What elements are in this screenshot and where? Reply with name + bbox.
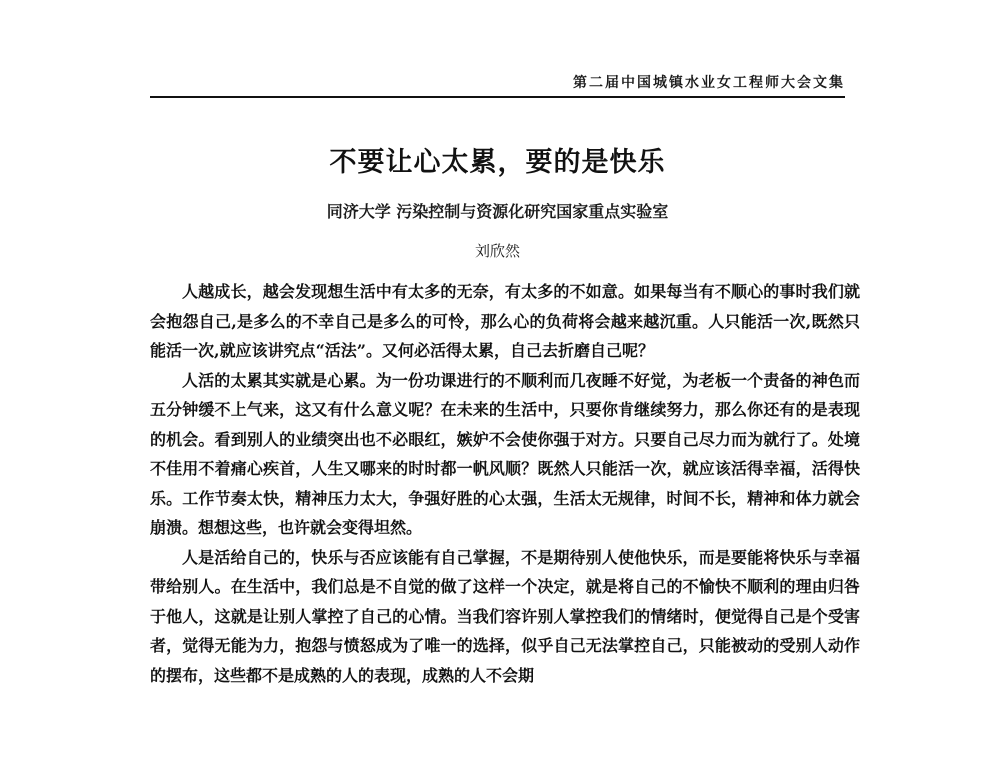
article-body (150, 277, 860, 690)
article-title: 不要让心太累，要的是快乐 (329, 147, 666, 178)
author-name: 刘欣然 (474, 242, 520, 260)
author-affiliation: 同济大学 污染控制与资源化研究国家重点实验室 (326, 202, 669, 221)
paragraph-3: 人是活给自己的，快乐与否应该能有自己掌握，不是期待别人使他快乐，而是要能将快乐与幸福带给别人。在生活中，我们总是不自觉的做了这样一个决定，就是将自己的不愉快不顺利的理由归咎于他人，这就是让别人掌控了自己的心情。当我们容许别人掌控我们的情绪时，便觉得自己是个受害者，觉得无能为力，抱怨与愤怒成为了唯一的选择，似乎自己无法掌控自己，只能被动的受别人动作的摆布，这些都不是成熟的人的表现，成熟的人不会期 (150, 547, 860, 685)
running-header: 第二届中国城镇水业女工程师大会文集 (573, 75, 845, 91)
paragraph-1: 人越成长，越会发现想生活中有太多的无奈，有太多的不如意。如果每当有不顺心的事时我们就会抱怨自己,是多么的不幸自己是多么的可怜，那么心的负荷将会越来越沉重。人只能活一次,既然只能活一次,就应该讲究点“活法”。又何必活得太累，自己去折磨自己呢？ (150, 282, 860, 360)
paragraph-2: 人活的太累其实就是心累。为一份功课进行的不顺利而几夜睡不好觉，为老板一个责备的神色而五分钟缓不上气来，这又有什么意义呢？在未来的生活中，只要你肯继续努力，那么你还有的是表现的机会。看到别人的业绩突出也不必眼红，嫉妒不会使你强于对方。只要自己尽力而为就行了。处境不佳用不着痛心疾首，人生又哪来的时时都一帆风顺？既然人只能活一次，就应该活得幸福，活得快乐。工作节奏太快，精神压力太大，争强好胜的心太强，生活太无规律，时间不长，精神和体力就会崩溃。想想这些，也许就会变得坦然。 (150, 370, 860, 537)
header-rule (150, 96, 845, 98)
